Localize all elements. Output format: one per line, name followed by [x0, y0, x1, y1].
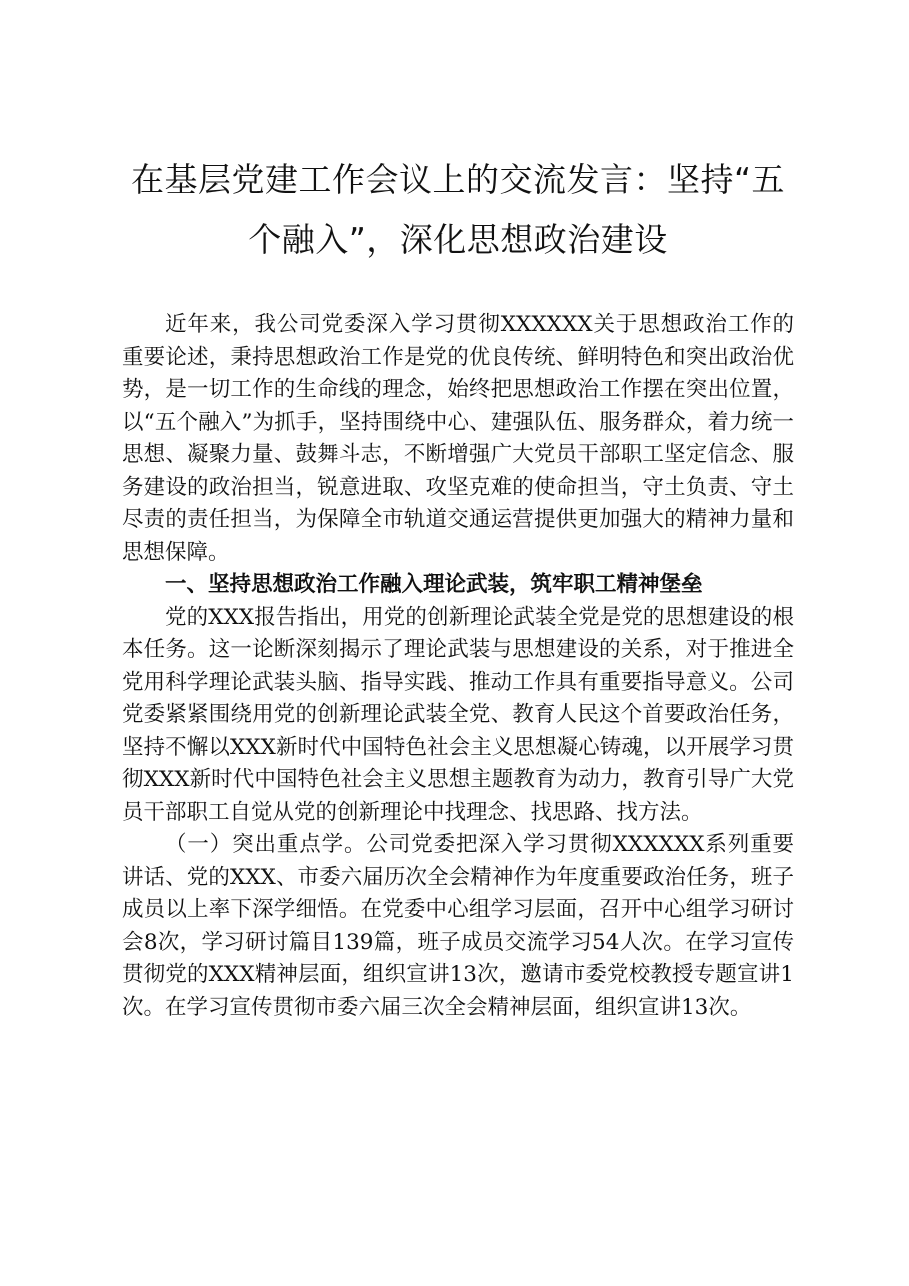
document-body	[122, 309, 794, 1024]
intro-paragraph: 近年来，我公司党委深入学习贯彻XXXXXX关于思想政治工作的重要论述，秉持思想政治工作是党的优良传统、鲜明特色和突出政治优势，是一切工作的生命线的理念，始终把思想政治工作摆在突出位置，以“五个融入”为抓手，坚持围绕中心、建强队伍、服务群众，着力统一思想、凝聚力量、鼓舞斗志，不断增强广大党员干部职工坚定信念、服务建设的政治担当，锐意进取、攻坚克难的使命担当，守土负责、守土尽责的责任担当，为保障全市轨道交通运营提供更加强大的精神力量和思想保障。	[122, 312, 794, 565]
subsection-1-label: （一）突出重点学。	[165, 832, 367, 857]
section-1-heading: 一、坚持思想政治工作融入理论武装，筑牢职工精神堡垒	[165, 572, 703, 597]
section-1-paragraph: 党的XXX报告指出，用党的创新理论武装全党是党的思想建设的根本任务。这一论断深刻揭示了理论武装与思想建设的关系，对于推进全党用科学理论武装头脑、指导实践、推动工作具有重要指导意义。公司党委紧紧围绕用党的创新理论武装全党、教育人民这个首要政治任务，坚持不懈以XXX新时代中国特色社会主义思想凝心铸魂，以开展学习贯彻XXX新时代中国特色社会主义思想主题教育为动力，教育引导广大党员干部职工自觉从党的创新理论中找理念、找思路、找方法。	[122, 604, 794, 825]
subsection-1-paragraph	[122, 829, 794, 1024]
title-line-2: 个融入”，深化思想政治建设	[248, 220, 668, 259]
document-title	[118, 150, 798, 270]
subsection-1-text: 公司党委把深入学习贯彻XXXXXX系列重要讲话、党的XXX、市委六届历次全会精神作为年度重要政治任务，班子成员以上率下深学细悟。在党委中心组学习层面，召开中心组学习研讨会8次，学习研讨篇目139篇，班子成员交流学习54人次。在学习宣传贯彻党的XXX精神层面，组织宣讲13次，邀请市委党校教授专题宣讲1次。在学习宣传贯彻市委六届三次全会精神层面，组织宣讲13次。	[122, 832, 794, 1020]
title-line-1: 在基层党建工作会议上的交流发言：坚持“五	[130, 160, 786, 199]
